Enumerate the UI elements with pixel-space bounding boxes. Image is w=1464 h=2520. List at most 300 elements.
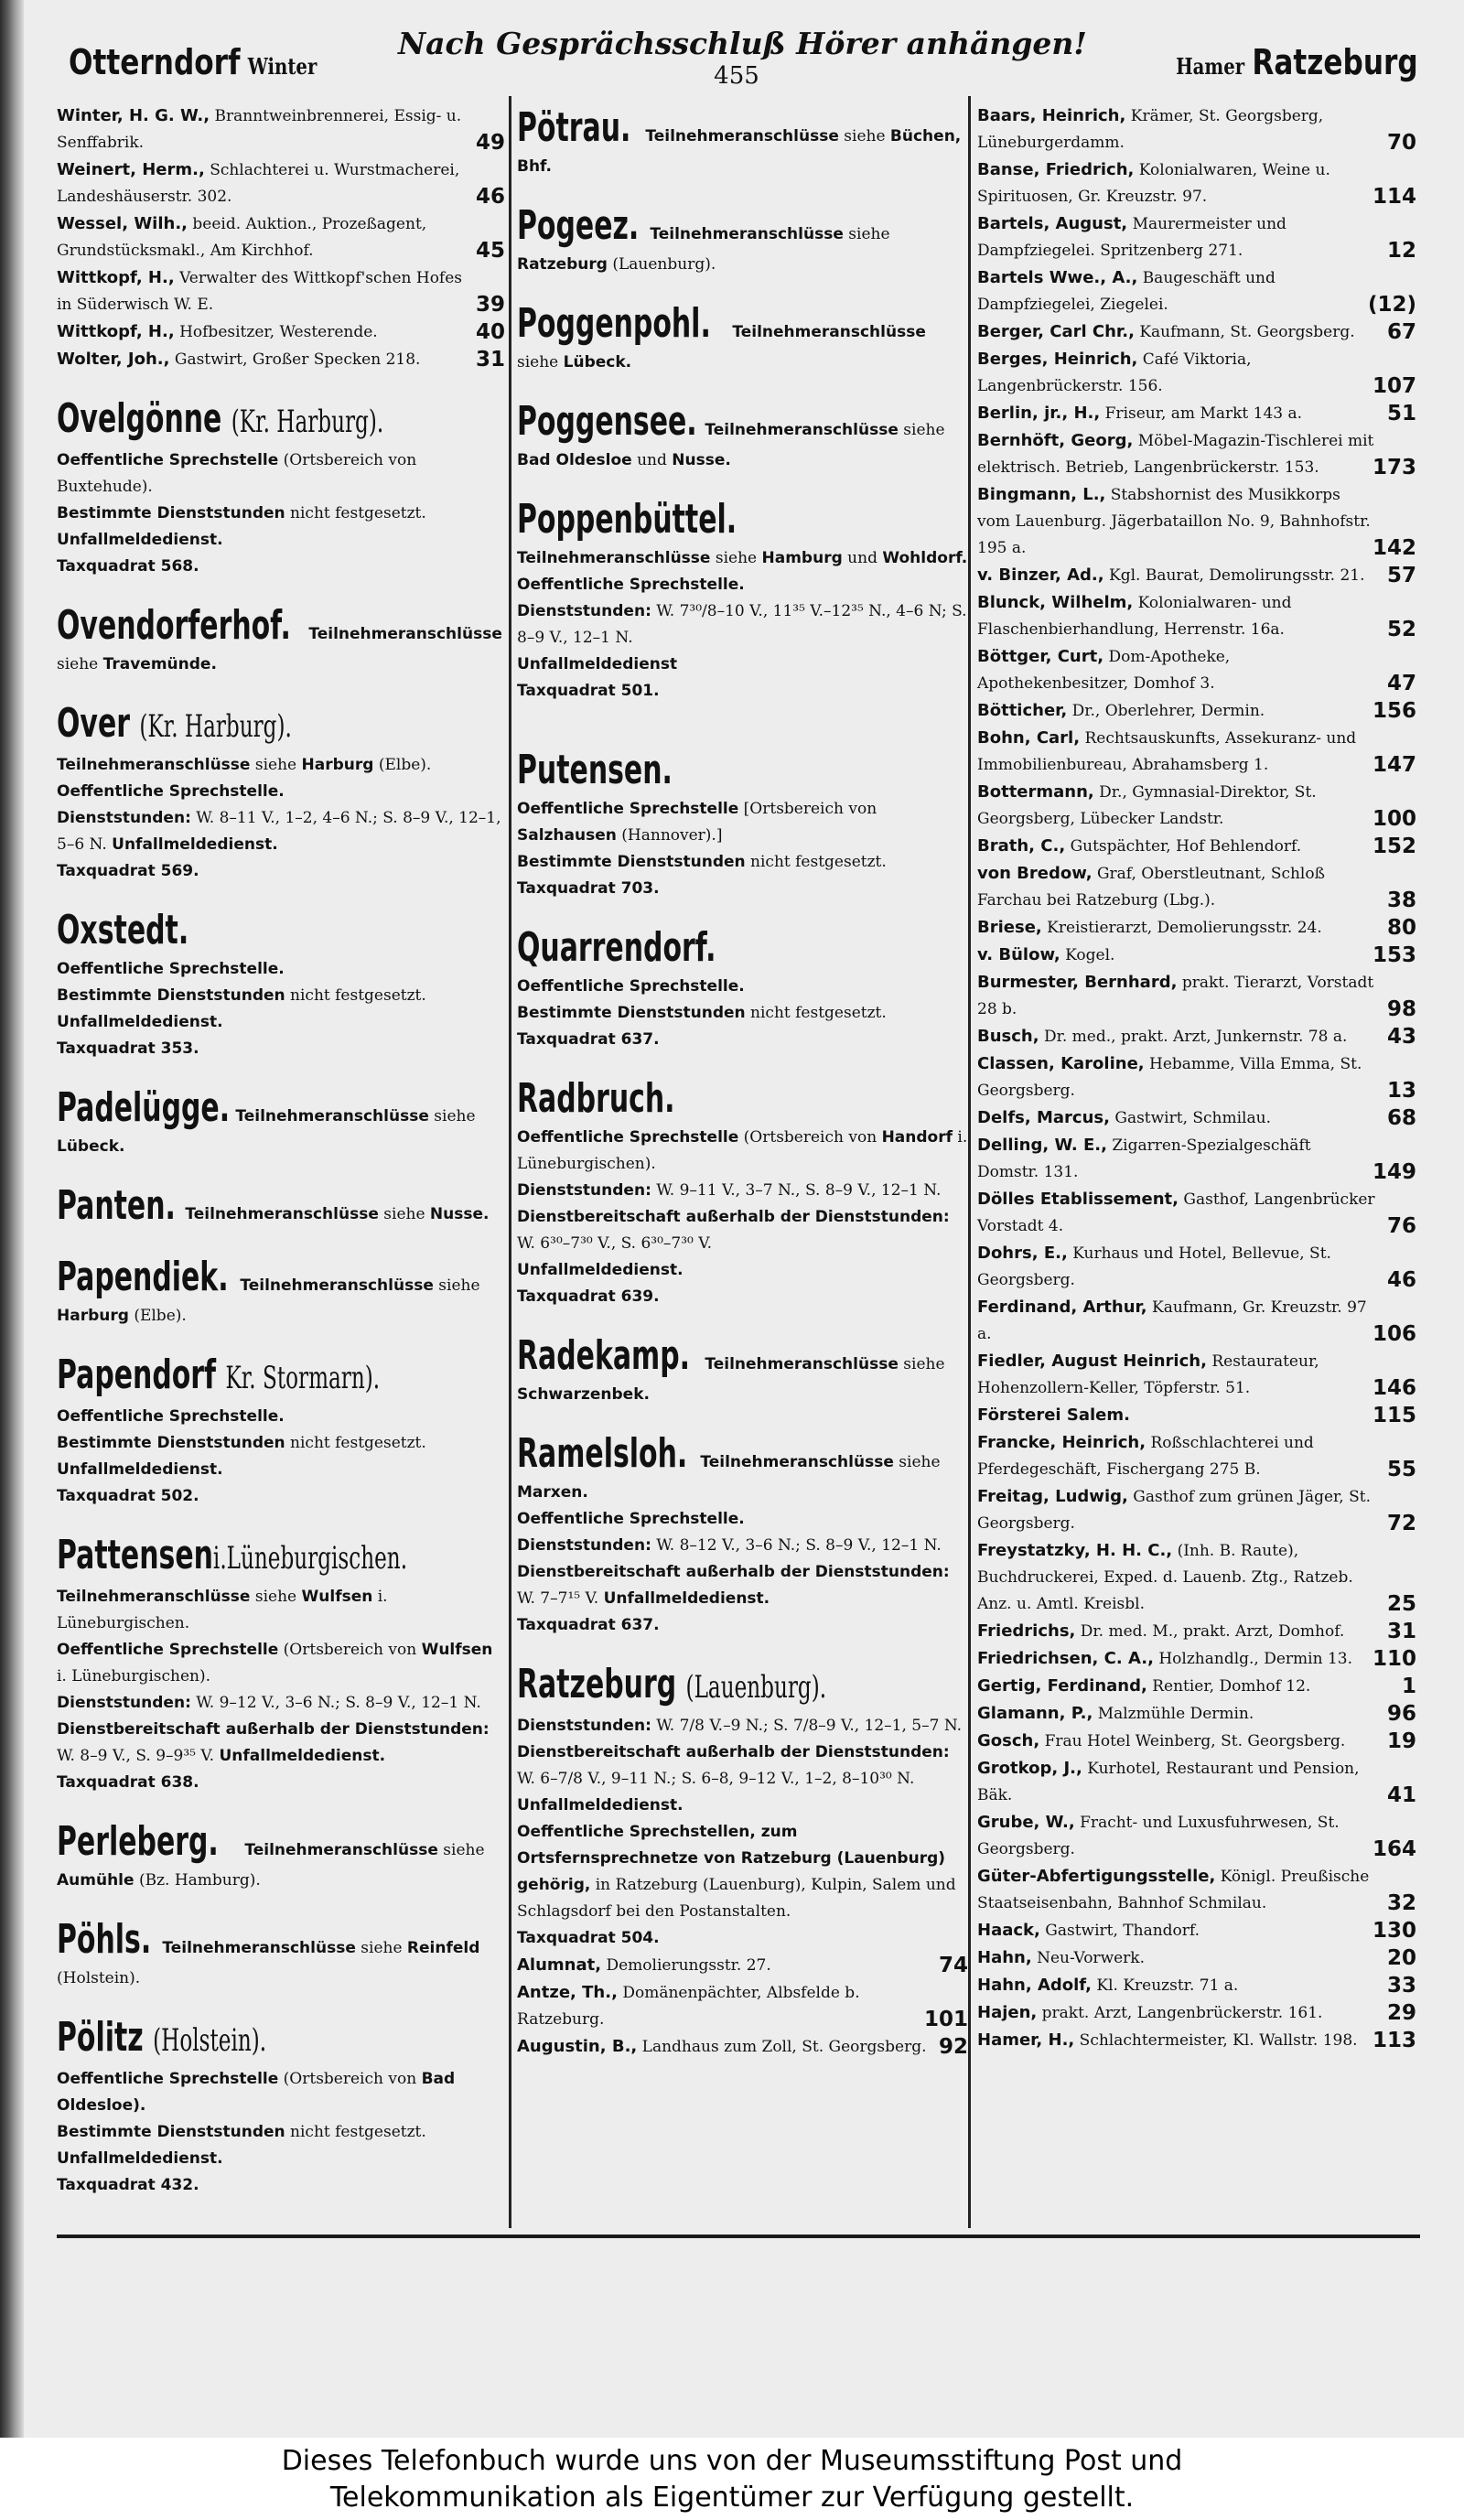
- section-line: Unfallmeldedienst: [517, 655, 678, 673]
- entry-name: Baars, Heinrich,: [977, 106, 1126, 125]
- entry-name: Ferdinand, Arthur,: [977, 1298, 1147, 1317]
- list-item: [977, 1972, 1416, 1999]
- section-line: Bestimmte Dienststunden nicht festgesetzt.: [517, 1004, 887, 1022]
- column-rule: [509, 96, 511, 2228]
- entry-number: 46: [1386, 1268, 1416, 1292]
- entry-number: 32: [1386, 1891, 1416, 1915]
- entry-name: von Bredow,: [977, 864, 1093, 883]
- section-poggensee: [517, 396, 968, 474]
- entry-text: Kolonialwaren, Weine u. Spirituosen, Gr. Kreuzstr. 97.: [977, 161, 1330, 206]
- entry-number: 52: [1386, 618, 1416, 641]
- entry-number: 29: [1386, 2001, 1416, 2025]
- entry-text: Krämer, St. Georgsberg, Lüneburgerdamm.: [977, 107, 1324, 152]
- entry-name: Delfs, Marcus,: [977, 1108, 1110, 1127]
- entry-number: 113: [1372, 2029, 1416, 2052]
- section-papendiek: [57, 1252, 505, 1330]
- entry-number: 39: [475, 293, 505, 317]
- section-heading: Ovendorferhof.: [57, 602, 291, 649]
- entry-name: Freitag, Ludwig,: [977, 1487, 1128, 1506]
- list-item: [977, 1132, 1416, 1186]
- section-heading: Pattenseni.Lüneburgischen.: [57, 1532, 408, 1578]
- entry-text: Graf, Oberstleutnant, Schloß Farchau bei Ratzeburg (Lbg.).: [977, 865, 1325, 910]
- list-item: [517, 1979, 968, 2033]
- section-line: Dienststunden: W. 7³⁰/8–10 V., 11³⁵ V.–12³⁵ N., 4–6 N; S. 8–9 V., 12–1 N.: [517, 602, 967, 647]
- section-line: Oeffentliche Sprechstelle.: [57, 782, 285, 801]
- entry-text: Roßschlachterei und Pferdegeschäft, Fischergang 275 B.: [977, 1434, 1314, 1479]
- entry-name: Burmester, Bernhard,: [977, 973, 1178, 992]
- list-item: [977, 833, 1416, 860]
- entry-text: Holzhandlg., Dermin 13.: [1158, 1650, 1352, 1668]
- section-line: Oeffentliche Sprechstelle.: [517, 977, 745, 996]
- entry-text: Dr. med. M., prakt. Arzt, Domhof.: [1080, 1622, 1345, 1641]
- section-poehls: [57, 1914, 505, 1992]
- section-heading: Quarrendorf.: [517, 924, 716, 971]
- section-line: Panten. Teilnehmeranschlüsse siehe Nusse.: [57, 1180, 505, 1232]
- list-item: [977, 1537, 1416, 1618]
- entry-number: 130: [1372, 1919, 1416, 1943]
- section-line: Taxquadrat 703.: [517, 879, 660, 898]
- header-right-note: Hamer: [1176, 53, 1245, 80]
- entry-number: 40: [475, 320, 505, 344]
- section-line: Unfallmeldedienst.: [517, 1261, 684, 1279]
- section-line: Poggensee. Teilnehmeranschlüsse siehe Bad Oldesloe und Nusse.: [517, 398, 945, 469]
- section-line: Bestimmte Dienststunden nicht festgesetzt.: [57, 986, 426, 1005]
- entry-list: [517, 1952, 968, 2061]
- entry-text: Gastwirt, Großer Specken 218.: [174, 350, 421, 369]
- scan-edge: [0, 0, 24, 2438]
- section-heading: Poggensee.: [517, 398, 697, 445]
- list-item: [977, 1240, 1416, 1294]
- entry-number: 31: [1386, 1620, 1416, 1643]
- section-line: Oeffentliche Sprechstelle.: [57, 1407, 285, 1426]
- section-line: Poggenpohl. Teilnehmeranschlüsse siehe Lübeck.: [517, 300, 926, 372]
- list-item: [977, 264, 1416, 318]
- section-line: Taxquadrat 569.: [57, 862, 199, 880]
- list-item: [57, 318, 505, 346]
- entry-name: Dohrs, E.,: [977, 1244, 1068, 1263]
- entry-text: Dr., Oberlehrer, Dermin.: [1071, 702, 1265, 720]
- header-left-note: Winter: [247, 53, 318, 80]
- entry-text: Möbel-Magazin-Tischlerei mit elektrisch. Betrieb, Langenbrückerstr. 153.: [977, 432, 1374, 477]
- entry-text: Kurhaus und Hotel, Bellevue, St. Georgsberg.: [977, 1244, 1331, 1289]
- section-heading: Poppenbüttel.: [517, 496, 737, 543]
- section-radbruch: [517, 1073, 968, 1310]
- entry-text: Demolierungsstr. 27.: [606, 1956, 771, 1975]
- section-line: Pötrau. Teilnehmeranschlüsse siehe Büchen, Bhf.: [517, 104, 962, 176]
- entry-text: Landhaus zum Zoll, St. Georgsberg.: [641, 2038, 927, 2056]
- entry-name: Berger, Carl Chr.,: [977, 322, 1135, 341]
- section-line: Teilnehmeranschlüsse siehe Hamburg und Wohldorf.: [517, 549, 968, 567]
- entry-text: Kaufmann, Gr. Kreuzstr. 97 a.: [977, 1298, 1367, 1343]
- list-item: [517, 1952, 968, 1979]
- list-item: [977, 1618, 1416, 1645]
- section-line: Taxquadrat 637.: [517, 1616, 660, 1634]
- section-line: Taxquadrat 501.: [517, 682, 660, 700]
- section-oxstedt: [57, 905, 505, 1062]
- entry-number: 80: [1386, 916, 1416, 940]
- entry-text: Gastwirt, Schmilau.: [1114, 1109, 1271, 1127]
- entry-name: Gosch,: [977, 1731, 1040, 1750]
- entry-name: Bingmann, L.,: [977, 485, 1106, 504]
- entry-number: 107: [1372, 374, 1416, 398]
- section-ovendorferhof: [57, 600, 505, 678]
- entry-name: Bottermann,: [977, 782, 1094, 802]
- entry-text: (Inh. B. Raute), Buchdruckerei, Exped. d. Lauenb. Ztg., Ratzeb. Anz. u. Amtl. Kreisbl.: [977, 1542, 1353, 1613]
- entry-text: Dr. med., prakt. Arzt, Junkernstr. 78 a.: [1043, 1028, 1348, 1046]
- list-item: [977, 1728, 1416, 1755]
- entry-number: 41: [1386, 1783, 1416, 1807]
- entry-text: Frau Hotel Weinberg, St. Georgsberg.: [1044, 1732, 1346, 1750]
- section-heading: Oxstedt.: [57, 907, 189, 953]
- list-item: [977, 1050, 1416, 1104]
- list-item: [977, 1186, 1416, 1240]
- page-header: [55, 26, 1418, 90]
- section-line: Dienststunden: W. 8–11 V., 1–2, 4–6 N.; S. 8–9 V., 12–1, 5–6 N. Unfallmeldedienst.: [57, 809, 501, 854]
- entry-number: 98: [1386, 997, 1416, 1021]
- column-2: [517, 102, 968, 2061]
- entry-number: 19: [1386, 1729, 1416, 1753]
- column-1: [57, 102, 505, 2199]
- section-line: Taxquadrat 638.: [57, 1773, 199, 1792]
- list-item: [57, 102, 505, 156]
- entry-name: Augustin, B.,: [517, 2037, 638, 2056]
- header-right: [1176, 42, 1418, 82]
- entry-name: Bohn, Carl,: [977, 728, 1081, 748]
- entry-text: Kreistierarzt, Demolierungsstr. 24.: [1047, 919, 1322, 937]
- section-line: Bestimmte Dienststunden nicht festgesetzt.: [517, 853, 887, 871]
- entry-text: Malzmühle Dermin.: [1097, 1705, 1254, 1723]
- section-line: Ramelsloh. Teilnehmeranschlüsse siehe Marxen.: [517, 1430, 941, 1502]
- list-item: [977, 1348, 1416, 1402]
- section-panten: [57, 1180, 505, 1232]
- entry-number: 115: [1372, 1404, 1416, 1427]
- section-line: Bestimmte Dienststunden nicht festgesetzt.: [57, 1434, 426, 1452]
- entry-text: Kaufmann, St. Georgsberg.: [1139, 323, 1355, 341]
- list-item: [977, 400, 1416, 427]
- entry-name: Dölles Etablissement,: [977, 1190, 1179, 1209]
- entry-number: 153: [1372, 943, 1416, 967]
- section-line: Ovendorferhof. Teilnehmeranschlüsse siehe Travemünde.: [57, 602, 502, 673]
- entry-name: Wittkopf, H.,: [57, 322, 175, 341]
- list-item: [977, 643, 1416, 697]
- entry-number: 114: [1372, 185, 1416, 209]
- entry-name: Friedrichs,: [977, 1621, 1076, 1641]
- entry-number: 57: [1386, 564, 1416, 587]
- entry-number: 146: [1372, 1376, 1416, 1400]
- entry-name: Alumnat,: [517, 1955, 602, 1975]
- entry-number: (12): [1367, 293, 1416, 317]
- section-heading: Pöhls.: [57, 1916, 152, 1963]
- section-heading: Pogeez.: [517, 202, 640, 249]
- entry-text: Verwalter des Wittkopf'schen Hofes in Süderwisch W. E.: [57, 269, 462, 314]
- section-line: Oeffentliche Sprechstelle (Ortsbereich von Wulfsen i. Lüneburgischen).: [57, 1641, 493, 1685]
- list-item: [977, 1999, 1416, 2027]
- section-poggenpohl: [517, 298, 968, 376]
- entry-name: Bötticher,: [977, 701, 1068, 720]
- header-right-place: Ratzeburg: [1252, 42, 1418, 82]
- section-putensen: [517, 745, 968, 902]
- section-line: Oeffentliche Sprechstellen, zum Ortsfernsprechnetze von Ratzeburg (Lauenburg) gehörig, in Ratzeburg (Lauenburg), Kulpin, Salem und Schlagsdorf bei den Postanstalten.: [517, 1823, 956, 1921]
- entry-text: prakt. Tierarzt, Vorstadt 28 b.: [977, 974, 1374, 1018]
- list-item: [57, 156, 505, 210]
- section-line: Dienststunden: W. 7/8 V.–9 N.; S. 7/8–9 V., 12–1, 5–7 N.: [517, 1717, 963, 1735]
- section-line: Oeffentliche Sprechstelle (Ortsbereich von Bad Oldesloe).: [57, 2070, 456, 2115]
- entry-text: Branntweinbrennerei, Essig- u. Senffabrik.: [57, 107, 462, 152]
- entry-name: v. Bülow,: [977, 945, 1060, 964]
- list-item: [977, 1944, 1416, 1972]
- entry-number: 101: [923, 2008, 968, 2031]
- entry-text: Schlachtermeister, Kl. Wallstr. 198.: [1079, 2031, 1358, 2050]
- list-item: [57, 264, 505, 318]
- entry-text: Kgl. Baurat, Demolirungsstr. 21.: [1109, 566, 1365, 585]
- list-item: [977, 318, 1416, 346]
- section-pogeez: [517, 200, 968, 278]
- entry-number: 38: [1386, 888, 1416, 912]
- list-item: [977, 210, 1416, 264]
- list-item: [977, 942, 1416, 969]
- list-item: [977, 860, 1416, 914]
- list-item: [977, 1429, 1416, 1483]
- list-item: [977, 1104, 1416, 1132]
- section-heading: Ramelsloh.: [517, 1430, 688, 1477]
- list-item: [977, 779, 1416, 833]
- entry-number: 70: [1386, 131, 1416, 155]
- entry-text: Gutspächter, Hof Behlendorf.: [1070, 837, 1302, 856]
- section-heading: Radbruch.: [517, 1075, 675, 1122]
- entry-name: Weinert, Herm.,: [57, 160, 205, 179]
- section-line: Taxquadrat 568.: [57, 557, 199, 576]
- header-left: [69, 42, 317, 82]
- section-poelitz: [57, 2012, 505, 2199]
- entry-name: Blunck, Wilhelm,: [977, 593, 1134, 612]
- entry-text: Neu-Vorwerk.: [1037, 1949, 1146, 1967]
- section-heading: Ovelgönne (Kr. Harburg).: [57, 395, 384, 442]
- entry-text: Königl. Preußische Staatseisenbahn, Bahnhof Schmilau.: [977, 1868, 1370, 1912]
- section-line: Bestimmte Dienststunden nicht festgesetzt.: [57, 2123, 426, 2141]
- section-padeluegge: [57, 1082, 505, 1160]
- entry-name: Berges, Heinrich,: [977, 350, 1138, 369]
- section-line: Taxquadrat 502.: [57, 1487, 199, 1505]
- header-notice: Nach Gesprächsschluß Hörer anhängen!: [398, 26, 1087, 61]
- section-line: Padelügge. Teilnehmeranschlüsse siehe Lübeck.: [57, 1084, 476, 1156]
- list-item: [977, 589, 1416, 643]
- section-heading: Pölitz (Holstein).: [57, 2014, 267, 2061]
- entry-number: 110: [1372, 1647, 1416, 1671]
- entry-number: 49: [475, 131, 505, 155]
- entry-name: Antze, Th.,: [517, 1983, 618, 2002]
- section-line: Taxquadrat 353.: [57, 1039, 199, 1058]
- entry-number: 106: [1372, 1322, 1416, 1346]
- entry-number: 43: [1386, 1025, 1416, 1049]
- entry-text: Hebamme, Villa Emma, St. Georgsberg.: [977, 1055, 1362, 1100]
- section-heading: Papendorf Kr. Stormarn).: [57, 1352, 381, 1398]
- section-quarrendorf: [517, 922, 968, 1053]
- section-line: Unfallmeldedienst.: [57, 2149, 223, 2168]
- section-line: Unfallmeldedienst.: [57, 531, 223, 549]
- list-item: [517, 2033, 968, 2061]
- section-line: Dienstbereitschaft außerhalb der Dienststunden: W. 6–7/8 V., 9–11 N.; S. 6–8, 9–12 V., 1–2, 8–10³⁰ N. Unfallmeldedienst.: [517, 1743, 950, 1815]
- entry-name: Wolter, Joh.,: [57, 350, 170, 369]
- list-item: [977, 427, 1416, 481]
- section-heading: Radekamp.: [517, 1332, 690, 1379]
- section-line: Oeffentliche Sprechstelle (Ortsbereich von Buxtehude).: [57, 451, 417, 496]
- section-line: Oeffentliche Sprechstelle.: [517, 1510, 745, 1528]
- bottom-rule: [57, 2235, 1420, 2238]
- entry-name: Güter-Abfertigungsstelle,: [977, 1867, 1216, 1886]
- entry-text: Kl. Kreuzstr. 71 a.: [1096, 1976, 1239, 1995]
- entry-name: Wessel, Wilh.,: [57, 214, 188, 233]
- entry-name: Glamann, P.,: [977, 1704, 1093, 1723]
- section-ramelsloh: [517, 1428, 968, 1639]
- entry-name: Berlin, jr., H.,: [977, 404, 1101, 423]
- entry-name: Fiedler, August Heinrich,: [977, 1352, 1207, 1371]
- entry-number: 92: [938, 2035, 968, 2059]
- section-line: Radekamp. Teilnehmeranschlüsse siehe Schwarzenbek.: [517, 1332, 945, 1404]
- entry-number: 25: [1386, 1592, 1416, 1616]
- list-item: [57, 210, 505, 264]
- entry-text: Baugeschäft und Dampfziegelei, Ziegelei.: [977, 269, 1276, 314]
- entry-text: Gastwirt, Thandorf.: [1045, 1922, 1200, 1940]
- entry-number: 147: [1372, 753, 1416, 777]
- section-line: Taxquadrat 504.: [517, 1929, 660, 1947]
- entry-number: 20: [1386, 1946, 1416, 1970]
- list-item: [977, 914, 1416, 942]
- entry-number: 45: [475, 239, 505, 263]
- entry-name: Bartels, August,: [977, 214, 1128, 233]
- section-line: Pogeez. Teilnehmeranschlüsse siehe Ratzeburg (Lauenburg).: [517, 202, 890, 274]
- section-line: Dienstbereitschaft außerhalb der Dienststunden: W. 6³⁰–7³⁰ V., S. 6³⁰–7³⁰ V.: [517, 1208, 950, 1253]
- entry-text: Kogel.: [1065, 946, 1115, 964]
- list-item: [977, 1673, 1416, 1700]
- entry-text: Kolonialwaren- und Flaschenbierhandlung, Herrenstr. 16a.: [977, 594, 1292, 639]
- entry-number: 12: [1386, 239, 1416, 263]
- entry-name: Bartels Wwe., A.,: [977, 268, 1138, 287]
- section-heading: Over (Kr. Harburg).: [57, 700, 292, 747]
- section-radekamp: [517, 1330, 968, 1408]
- section-line: Perleberg. Teilnehmeranschlüsse siehe Aumühle (Bz. Hamburg).: [57, 1818, 485, 1890]
- section-poetrau: [517, 102, 968, 180]
- entry-text: Fracht- und Luxusfuhrwesen, St. Georgsberg.: [977, 1814, 1340, 1858]
- section-poppenbuettel: [517, 494, 968, 705]
- entry-number: 74: [938, 1954, 968, 1977]
- entry-name: Gertig, Ferdinand,: [977, 1676, 1147, 1696]
- entry-text: Friseur, am Markt 143 a.: [1104, 404, 1303, 423]
- column-3: [977, 102, 1416, 2054]
- entry-text: Kurhotel, Restaurant und Pension, Bäk.: [977, 1760, 1360, 1804]
- entry-number: 76: [1386, 1214, 1416, 1238]
- entry-name: Haack,: [977, 1921, 1040, 1940]
- section-line: Bestimmte Dienststunden nicht festgesetzt.: [57, 504, 426, 522]
- section-line: Oeffentliche Sprechstelle [Ortsbereich von Salzhausen (Hannover).]: [517, 800, 877, 845]
- list-item: [977, 1402, 1416, 1429]
- section-line: Unfallmeldedienst.: [57, 1013, 223, 1031]
- section-heading: Poggenpohl.: [517, 300, 711, 347]
- entry-text: Dom-Apotheke, Apothekenbesitzer, Domhof 3.: [977, 648, 1231, 693]
- entry-name: Bernhöft, Georg,: [977, 431, 1134, 450]
- entry-name: Delling, W. E.,: [977, 1136, 1107, 1155]
- entry-text: Domänenpächter, Albsfelde b. Ratzeburg.: [517, 1984, 860, 2029]
- entry-text: Café Viktoria, Langenbrückerstr. 156.: [977, 350, 1252, 395]
- section-heading: Pötrau.: [517, 104, 631, 151]
- entry-name: Hamer, H.,: [977, 2030, 1075, 2050]
- entry-number: 31: [475, 348, 505, 372]
- entry-text: Gasthof zum grünen Jäger, St. Georgsberg.: [977, 1488, 1371, 1533]
- section-heading: Ratzeburg (Lauenburg).: [517, 1661, 827, 1707]
- section-heading: Panten.: [57, 1182, 176, 1229]
- entry-name: Briese,: [977, 918, 1042, 937]
- section-line: Taxquadrat 432.: [57, 2176, 199, 2194]
- entry-number: 100: [1372, 807, 1416, 831]
- list-item: [977, 2027, 1416, 2054]
- section-line: Dienststunden: W. 9–12 V., 3–6 N.; S. 8–9 V., 12–1 N.: [57, 1694, 481, 1712]
- entry-name: Francke, Heinrich,: [977, 1433, 1146, 1452]
- entry-text: Hofbesitzer, Westerende.: [179, 323, 378, 341]
- list-item: [57, 346, 505, 373]
- entry-text: Maurermeister und Dampfziegelei. Spritzenberg 271.: [977, 215, 1286, 260]
- list-item: [977, 346, 1416, 400]
- entry-name: Brath, C.,: [977, 836, 1066, 856]
- section-pattensen: [57, 1530, 505, 1796]
- list-item: [977, 725, 1416, 779]
- entry-name: Grotkop, J.,: [977, 1759, 1082, 1778]
- entry-text: Rechtsauskunfts, Assekuranz- und Immobilienbureau, Abrahamsberg 1.: [977, 729, 1357, 774]
- section-ovelgoenne: [57, 393, 505, 580]
- section-line: Pöhls. Teilnehmeranschlüsse siehe Reinfeld (Holstein).: [57, 1916, 480, 1987]
- entry-number: 51: [1386, 402, 1416, 425]
- entry-number: 67: [1386, 320, 1416, 344]
- entry-text: beeid. Auktion., Prozeßagent, Grundstücksmakl., Am Kirchhof.: [57, 215, 427, 260]
- list-item: [977, 1917, 1416, 1944]
- section-line: Unfallmeldedienst.: [57, 1460, 223, 1479]
- entry-number: 13: [1386, 1079, 1416, 1103]
- footer-notice: [0, 2438, 1464, 2520]
- section-line: Dienstbereitschaft außerhalb der Dienststunden: W. 7–7¹⁵ V. Unfallmeldedienst.: [517, 1563, 950, 1608]
- entry-text: Rentier, Domhof 12.: [1152, 1677, 1311, 1696]
- entry-name: Busch,: [977, 1027, 1039, 1046]
- section-ratzeburg: [517, 1659, 968, 1952]
- list-item: [977, 562, 1416, 589]
- entry-number: 47: [1386, 672, 1416, 695]
- list-item: [977, 1700, 1416, 1728]
- list-item: [977, 1809, 1416, 1863]
- footer-line-1: Dieses Telefonbuch wurde uns von der Museumsstiftung Post und: [281, 2445, 1183, 2477]
- entry-number: 46: [475, 185, 505, 209]
- entry-number: 164: [1372, 1837, 1416, 1861]
- entry-name: Grube, W.,: [977, 1813, 1075, 1832]
- list-item: [977, 481, 1416, 562]
- section-line: Teilnehmeranschlüsse siehe Harburg (Elbe).: [57, 756, 432, 774]
- section-line: Oeffentliche Sprechstelle (Ortsbereich von Handorf i. Lüneburgischen).: [517, 1128, 968, 1173]
- section-over: [57, 698, 505, 885]
- entry-text: Gasthof, Langenbrücker Vorstadt 4.: [977, 1190, 1375, 1235]
- header-left-place: Otterndorf: [69, 42, 241, 82]
- section-heading: Padelügge.: [57, 1084, 231, 1131]
- section-line: Papendiek. Teilnehmeranschlüsse siehe Harburg (Elbe).: [57, 1254, 480, 1325]
- list-item: [977, 697, 1416, 725]
- column-rule: [968, 96, 971, 2228]
- entry-number: 152: [1372, 835, 1416, 858]
- entry-name: Hajen,: [977, 2003, 1038, 2022]
- entry-name: Wittkopf, H.,: [57, 268, 175, 287]
- entry-name: Hahn, Adolf,: [977, 1976, 1092, 1995]
- list-item: [977, 1023, 1416, 1050]
- entry-name: Böttger, Curt,: [977, 647, 1104, 666]
- list-item: [977, 1645, 1416, 1673]
- entry-list: [977, 102, 1416, 2054]
- section-heading: Perleberg.: [57, 1818, 219, 1865]
- entry-name: Winter, H. G. W.,: [57, 106, 210, 125]
- section-line: Taxquadrat 637.: [517, 1030, 660, 1049]
